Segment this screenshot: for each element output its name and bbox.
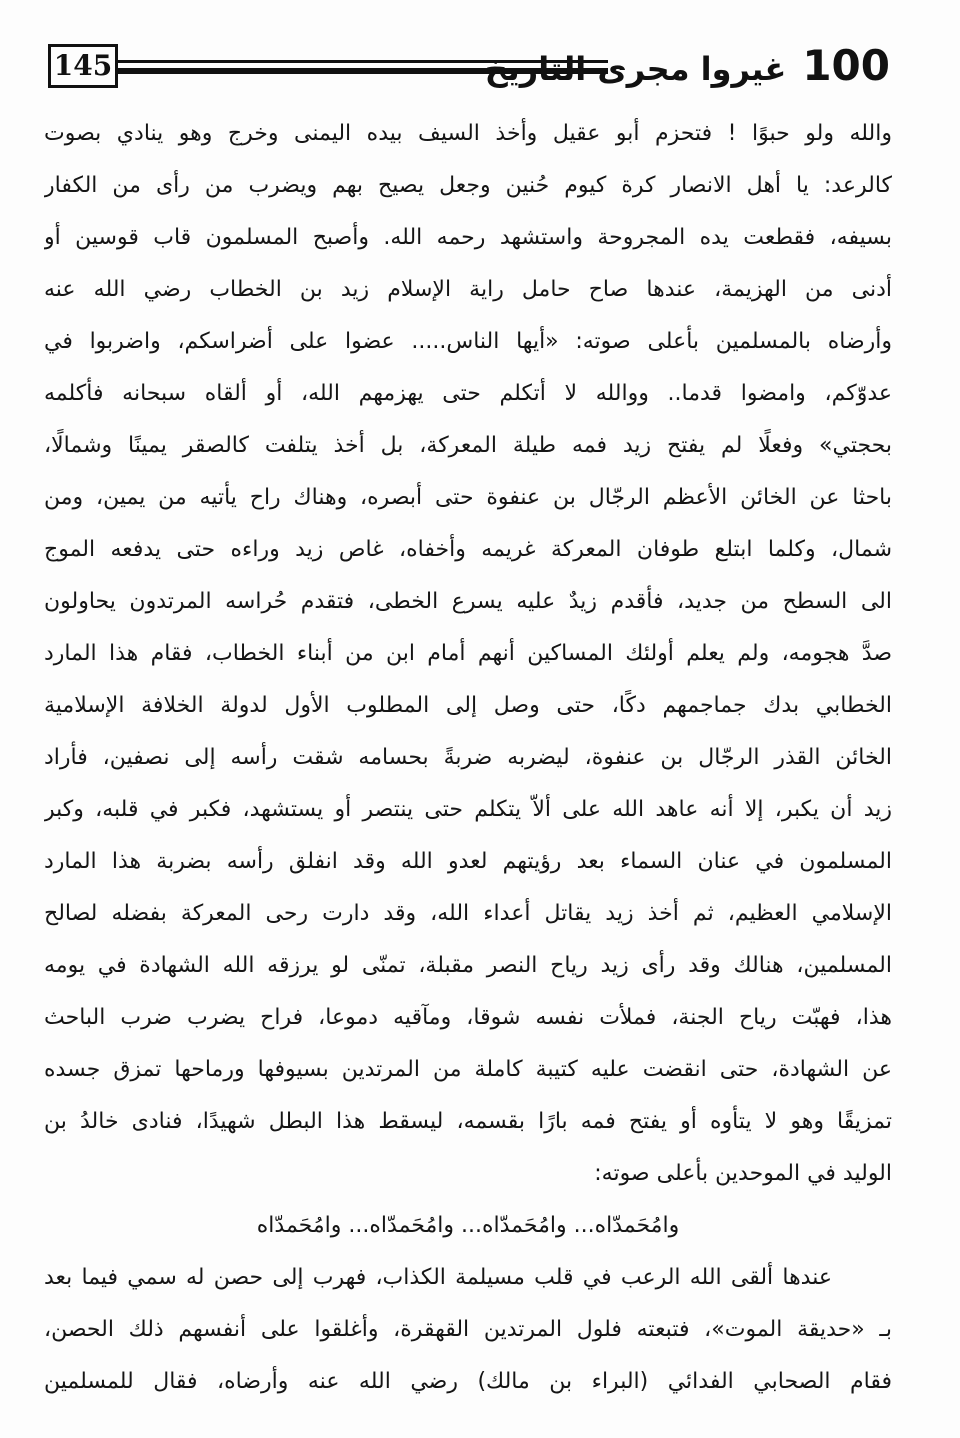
text-line: باحثا عن الخائن الأعظم الرجّال بن عنفوة حتى أبصره، وهناك راح يأتيه من يمين، ومن [44, 485, 892, 510]
text-line: الإسلامي العظيم، ثم أخذ زيد يقاتل أعداء الله، وقد دارت رحى المعركة بفضله لصالح [44, 901, 892, 926]
text-line: عدوّكم، وامضوا قدما.. ووالله لا أتكلم حتى يهزمهم الله، أو ألقاه سبحانه فأكلمه [44, 381, 892, 406]
text-line: المسلمين، هنالك وقد رأى زيد رياح النصر مقبلة، تمنّى لو يرزقه الله الشهادة في يومه [44, 953, 892, 978]
text-line: هذا، فهبّت رياح الجنة، فملأت نفسه شوقا، ومآقيه دموعا، فراح يضرب ضرب الباحث [44, 1005, 892, 1030]
book-title-number: 100 [802, 41, 890, 90]
chant-line: وامُحَمدّاه... وامُحَمدّاه... وامُحَمدّاه... وامُحَمدّاه [256, 1213, 680, 1238]
text-line: بحجتي» وفعلًا لم يفتح زيد فمه طيلة المعركة، بل أخذ يتلفت كالصقر يمينًا وشمالًا، [44, 433, 892, 458]
text-line: تمزيقًا وهو لا يتأوه أو يفتح فمه بارًا بقسمه، ليسقط هذا البطل شهيدًا، فنادى خالدُ بن [44, 1109, 892, 1134]
paragraph-start-line: عندها ألقى الله الرعب في قلب مسيلمة الكذاب، فهرب إلى حصن له سمي فيما بعد [44, 1265, 832, 1290]
text-line: زيد أن يكبر، إلا أنه عاهد الله على ألاّ يتكلم حتى ينتصر أو يستشهد، فكبر في قلبه، وكبر [44, 797, 892, 822]
text-line: كالرعد: يا أهل الانصار كرة كيوم حُنين وجعل يصيح بهم ويضرب من رأى من الكفار [44, 173, 892, 198]
text-line: الوليد في الموحدين بأعلى صوته: [594, 1161, 892, 1186]
text-line: صدَّ هجومه، ولم يعلم أولئك المساكين أنهم أمام ابن من أبناء الخطاب، فقام هذا المارد [44, 641, 892, 666]
text-line: فقام الصحابي الفدائي (البراء بن مالك) رضي الله عنه وأرضاه، فقال للمسلمين [44, 1369, 892, 1394]
page-header [38, 38, 890, 98]
book-title [485, 38, 890, 94]
text-line: بـ «حديقة الموت»، فتبعته فلول المرتدين القهقرة، وأغلقوا على أنفسهم ذلك الحصن، [44, 1317, 892, 1342]
text-line: بسيفه، فقطعت يده المجروحة واستشهد رحمه الله. وأصبح المسلمون قاب قوسين أو [44, 225, 892, 250]
text-line: الى السطح من جديد، فأقدم زيدٌ عليه يسرع الخطى، فتقدم حُراسه المرتدون يحاولون [44, 589, 892, 614]
text-line: المسلمون في عنان السماء بعد رؤيتهم لعدو الله وقد انفلق رأسه بضربة هذا المارد [44, 849, 892, 874]
text-line: الخطابي بدك جماجمهم دكًا، حتى وصل إلى المطلوب الأول لدولة الخلافة الإسلامية [44, 693, 892, 718]
text-line: شمال، وكلما ابتلع طوفان المعركة غريمه وأخفاه، غاص زيد وراءه حتى يدفعه الموج [44, 537, 892, 562]
text-line: أدنى من الهزيمة، عندها صاح حامل راية الإسلام زيد بن الخطاب رضي الله عنه [44, 277, 892, 302]
text-line: وأرضاه بالمسلمين بأعلى صوته: «أيها الناس..... عضوا على أضراسكم، واضربوا في [44, 329, 892, 354]
book-title-text: غيروا مجرى التاريخ [484, 50, 787, 88]
text-line: والله ولو حبوًا ! فتحزم أبو عقيل وأخذ السيف بيده اليمنى وخرج وهو ينادي بصوت [44, 121, 892, 146]
text-line: عن الشهادة، حتى انقضت عليه كتيبة كاملة من المرتدين بسيوفها ورماحها تمزق جسده [44, 1057, 892, 1082]
page-number: 145 [48, 44, 118, 88]
page-body [44, 108, 892, 1408]
text-line: الخائن القذر الرجّال بن عنفوة، ليضربه ضربةً بحسامه شقت رأسه إلى نصفين، فأراد [44, 745, 892, 770]
